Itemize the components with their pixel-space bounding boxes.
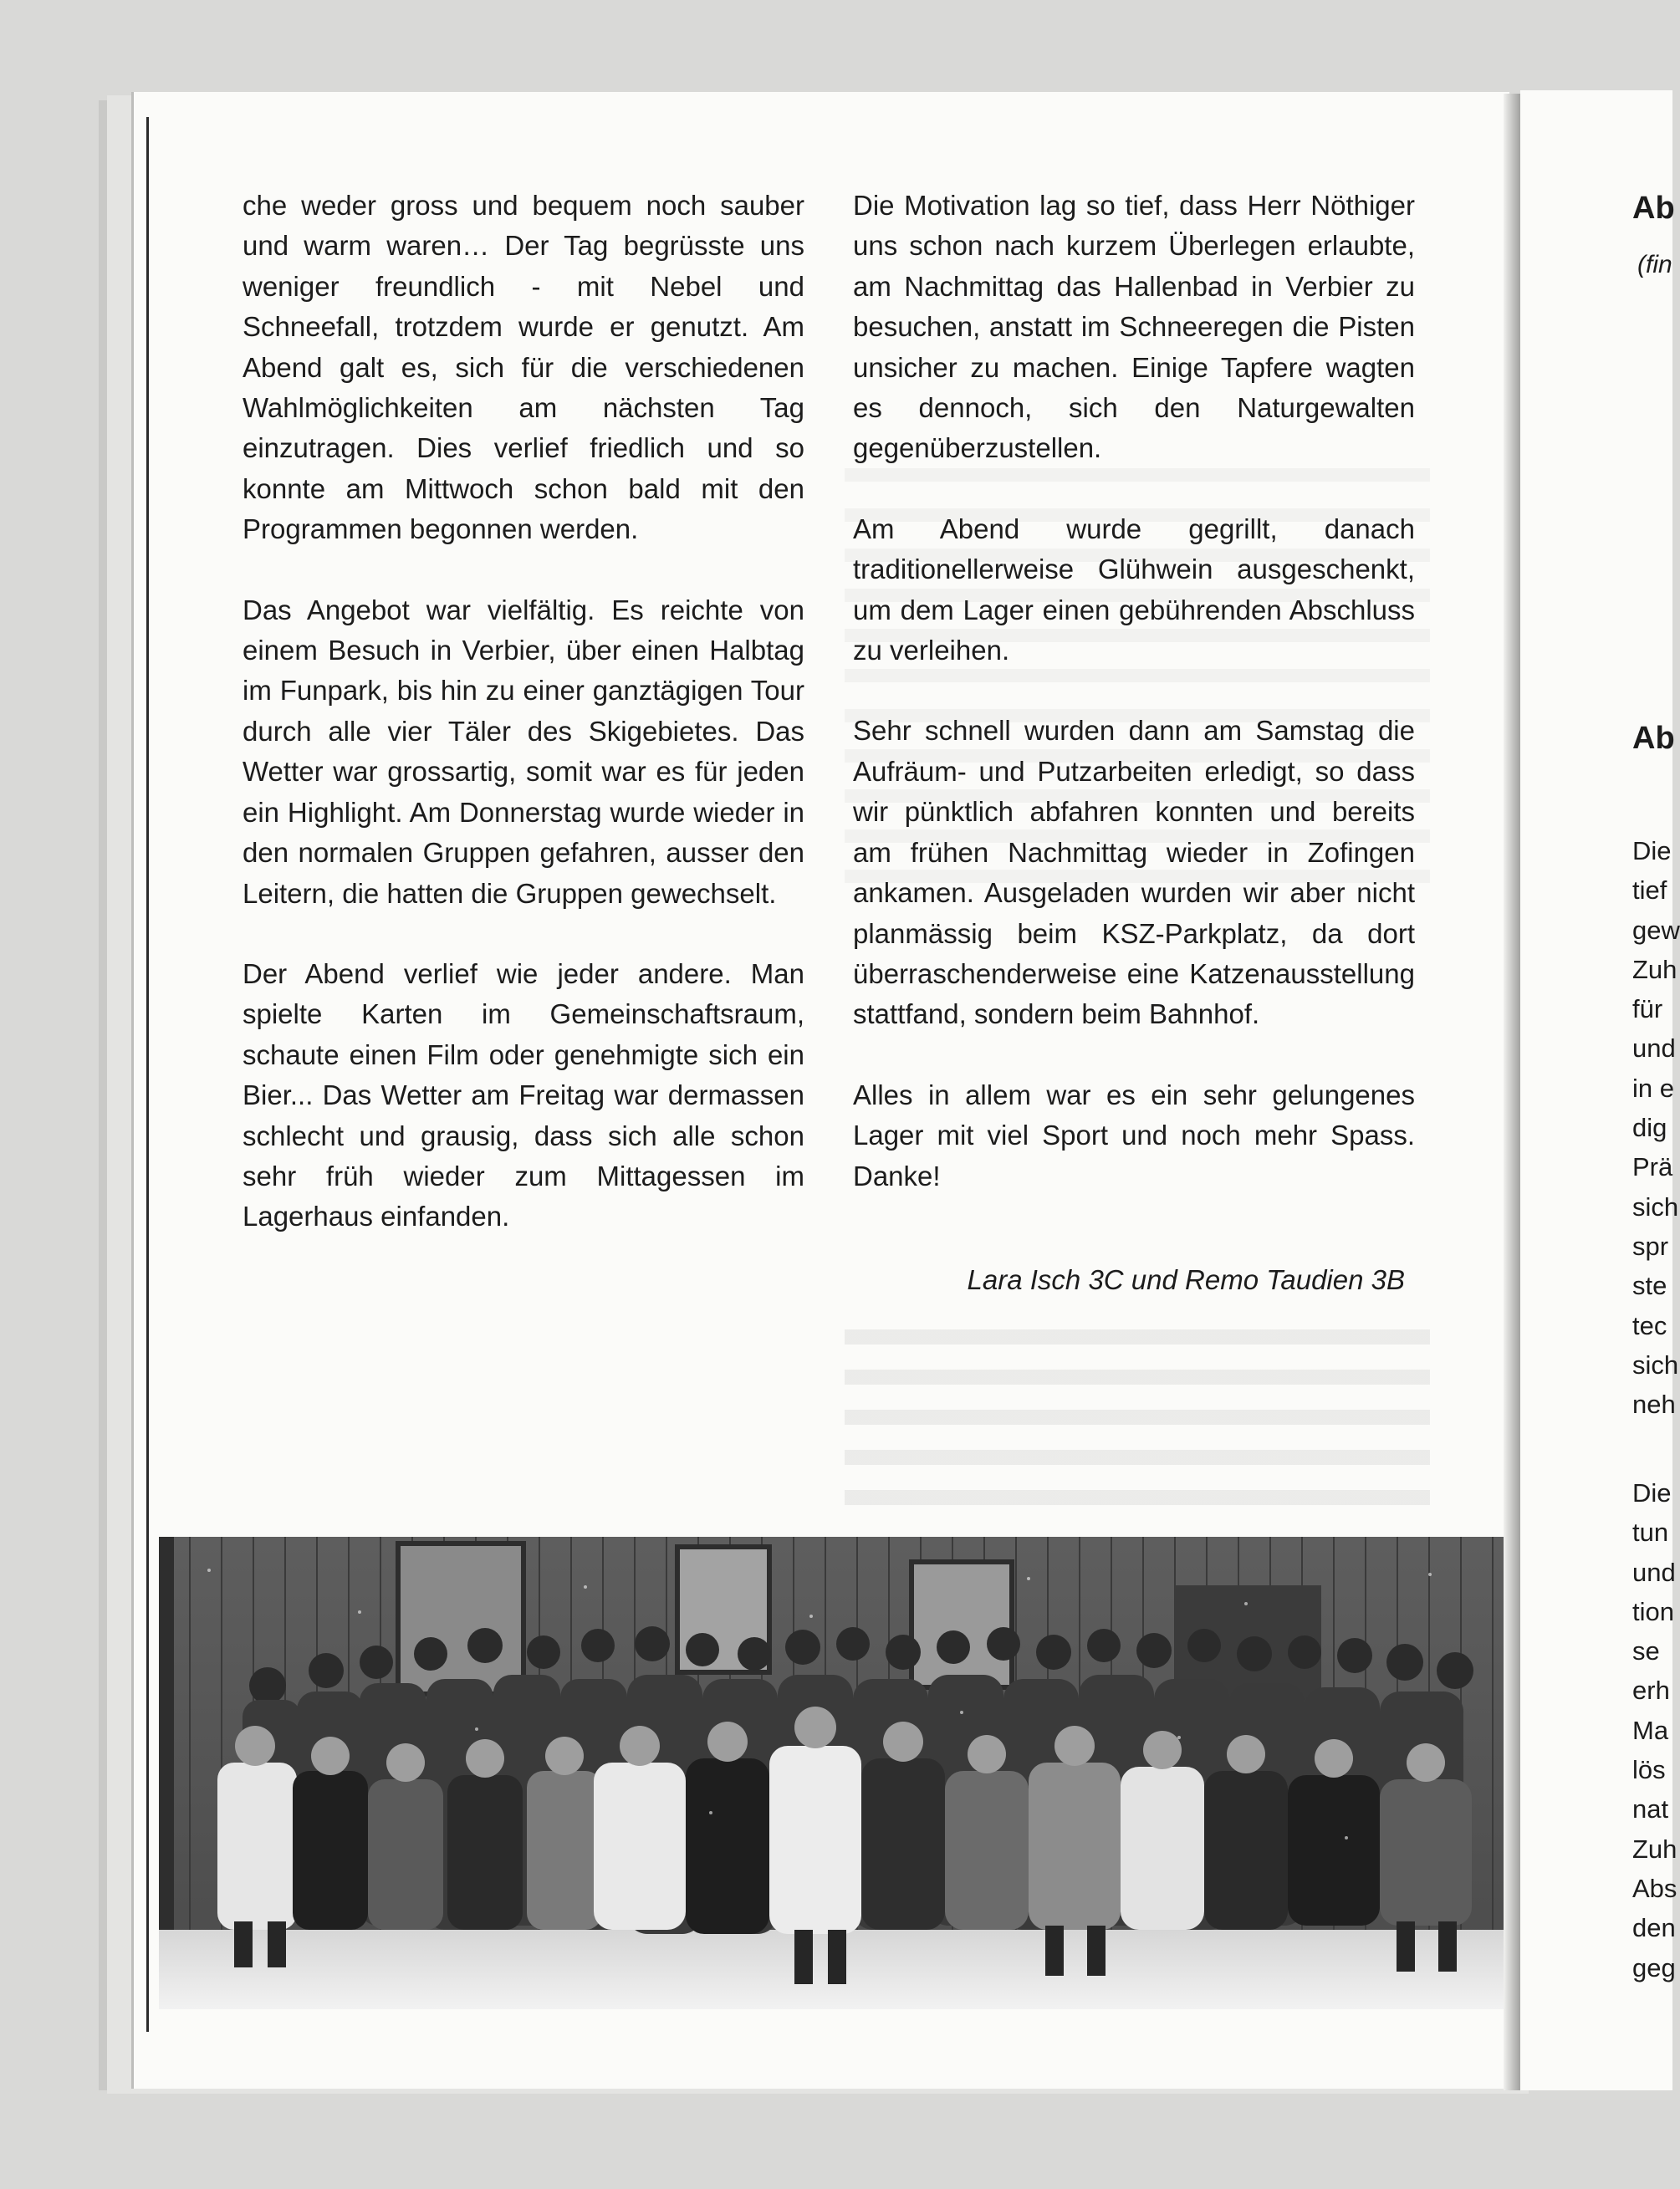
line-fragment: tec [1632, 1310, 1667, 1340]
line-fragment: tion [1632, 1596, 1674, 1626]
right-page-text-block-2 [1632, 1473, 1677, 1987]
text-column-left [243, 186, 804, 1278]
line-fragment: sich [1632, 1350, 1679, 1380]
author-credit: Lara Isch 3C und Remo Taudien 3B [967, 1264, 1405, 1295]
line-fragment: dig [1632, 1113, 1667, 1143]
line-fragment: sich [1632, 1191, 1679, 1222]
paragraph: Sehr schnell wurden dann am Samstag die Aufräum- und Putzarbeiten erledigt, so dass wir pünktlich abfahren konnten und bereits am frühen Nachmittag wieder in Zofingen ankamen. Ausgeladen wurden wir aber nicht planmässig beim KSZ-Parkplatz, da dort überraschenderweise eine Katzenausstellung stattfand, sondern beim Bahnhof. [853, 715, 1415, 1030]
line-fragment: erh [1632, 1676, 1670, 1706]
paragraph: Das Angebot war vielfältig. Es reichte von einem Besuch in Verbier, über einen Halbtag im Funpark, bis hin zu einer ganztägigen Tour durch alle vier Täler des Skigebietes. Das Wetter war grossartig, somit war es für jeden ein Highlight. Am Donnerstag wurde wieder in den normalen Gruppen gefahren, ausser den Leitern, die hatten die Gruppen gewechselt. [243, 594, 804, 909]
paragraph: Alles in allem war es ein sehr gelungenes Lager mit viel Sport und noch mehr Spass. Danke! [853, 1079, 1415, 1191]
line-fragment: se [1632, 1636, 1660, 1666]
binding-line [146, 117, 149, 2032]
line-fragment: tun [1632, 1518, 1669, 1548]
line-fragment: lös [1632, 1755, 1666, 1785]
text-column-right [853, 186, 1415, 1237]
right-page-subtitle: (fin [1637, 251, 1672, 278]
line-fragment: Die [1632, 836, 1672, 865]
group-photo-illustration [159, 1537, 1505, 2009]
line-fragment: nat [1632, 1794, 1669, 1824]
line-fragment: und [1632, 1033, 1676, 1064]
book-gutter [1504, 94, 1522, 2090]
line-fragment: Zuh [1632, 1834, 1677, 1864]
line-fragment: in e [1632, 1073, 1674, 1103]
line-fragment: gew [1632, 915, 1680, 945]
line-fragment: Prä [1632, 1152, 1673, 1182]
line-fragment: spr [1632, 1231, 1669, 1261]
paragraph: Am Abend wurde gegrillt, danach traditionellerweise Glühwein ausgeschenkt, um dem Lager einen gebührenden Abschluss zu verleihen. [853, 513, 1415, 666]
line-fragment: ste [1632, 1271, 1667, 1301]
group-photo [159, 1537, 1505, 2009]
line-fragment: den [1632, 1913, 1676, 1943]
line-fragment: geg [1632, 1952, 1676, 1982]
line-fragment: Abs [1632, 1873, 1677, 1903]
line-fragment: Die [1632, 1478, 1672, 1508]
right-page-text-block-1 [1632, 831, 1680, 1424]
paragraph: Der Abend verlief wie jeder andere. Man spielte Karten im Gemeinschaftsraum, schaute einen Film oder genehmigte sich ein Bier... Das Wetter am Freitag war dermassen schlecht und grausig, dass sich alle schon sehr früh wieder zum Mittagessen im Lagerhaus einfanden. [243, 957, 804, 1232]
paragraph: Die Motivation lag so tief, dass Herr Nöthiger uns schon nach kurzem Überlegen erlaubte, am Nachmittag das Hallenbad in Verbier zu besuchen, anstatt im Schneeregen die Pisten unsicher zu machen. Einige Tapfere wagten es dennoch, sich den Naturgewalten gegenüberzustellen. [853, 190, 1415, 464]
line-fragment: neh [1632, 1390, 1676, 1420]
right-page-section-heading: Ab [1632, 721, 1675, 756]
right-page-heading: Ab [1632, 191, 1675, 226]
line-fragment: und [1632, 1557, 1676, 1587]
paragraph: che weder gross und bequem noch sauber und warm waren… Der Tag begrüsste uns weniger freundlich - mit Nebel und Schneefall, trotzdem wurde er genutzt. Am Abend galt es, sich für die verschiedenen Wahlmöglichkeiten am nächsten Tag einzutragen. Dies verlief friedlich und so konnte am Mittwoch schon bald mit den Programmen begonnen werden. [243, 190, 804, 545]
line-fragment: Ma [1632, 1715, 1669, 1745]
show-through-text [845, 1329, 1430, 1530]
line-fragment: tief [1632, 875, 1667, 906]
line-fragment: Zuh [1632, 954, 1677, 984]
line-fragment: für [1632, 994, 1663, 1024]
